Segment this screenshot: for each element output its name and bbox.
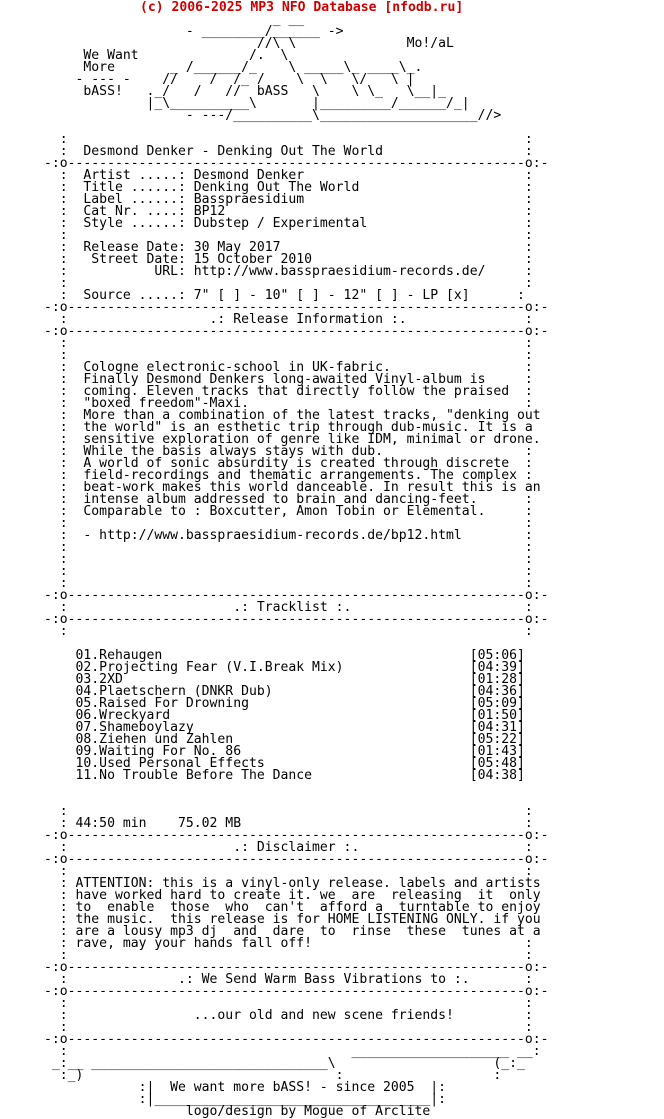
divider-line: -:o----------------------------------------------------------o:-	[44, 156, 549, 171]
disclaimer-line: : rave, may your hands fall off! :	[44, 936, 533, 951]
description-line: : sensitive exploration of genre like IDM, minimal or drone.	[44, 432, 541, 447]
track-row: 08.Ziehen und Zahlen [05:22]	[44, 732, 525, 747]
nfo-line: : :	[44, 996, 533, 1011]
track-row: 11.No Trouble Before The Dance [04:38]	[44, 768, 525, 783]
divider-line: -:o----------------------------------------------------------o:-	[44, 612, 549, 627]
description-line: : While the basis always stays with dub. :	[44, 444, 533, 459]
nfo-line: : :	[44, 276, 533, 291]
nfo-line	[44, 782, 549, 794]
description-line: : the world" is an esthetic trip through dub-music. It is a	[44, 420, 533, 435]
divider-line: -:o----------------------------------------------------------o:-	[44, 324, 549, 339]
description-line: : Finally Desmond Denkers long-awaited Vinyl-album is :	[44, 372, 533, 387]
disclaimer-line: : are a lousy mp3 dj and dare to rinse these tunes at a	[44, 924, 541, 939]
ascii-logo-line: - ---/__________\____________________//>	[44, 108, 502, 123]
description-line: : intense album addressed to brain and dancing-feet. :	[44, 492, 533, 507]
tagline: :| We want more bASS! - since 2005 |:	[44, 1080, 447, 1095]
description-line: : beat-work makes this world danceable. In result this is an	[44, 480, 541, 495]
footer-art-line: : ____________________ __:	[44, 1044, 541, 1059]
title-line: : Title ......: Denking Out The World :	[44, 180, 533, 195]
release-url-line: : - http://www.basspraesidium-records.de/bp12.html :	[44, 528, 533, 543]
track-row: 04.Plaetschern (DNKR Dub) [04:36]	[44, 684, 525, 699]
artist-line: : Artist .....: Desmond Denker :	[44, 168, 533, 183]
nfo-line: : :	[44, 540, 533, 555]
ascii-logo-line: //\ \ Mo!/aL	[44, 36, 454, 51]
section-heading-release-info: : .: Release Information :. :	[44, 312, 533, 327]
nfo-line: : :	[44, 624, 533, 639]
track-row: 05.Raised For Drowning [05:09]	[44, 696, 525, 711]
divider-line: -:o----------------------------------------------------------o:-	[44, 852, 549, 867]
track-row: 02.Projecting Fear (V.I.Break Mix) [04:39]	[44, 660, 525, 675]
ascii-logo-line: bASS! ._/ / // bASS \ \ \_ \__|_	[44, 84, 447, 99]
disclaimer-line: : to enable those who can't afford a turntable to enjoy	[44, 900, 541, 915]
divider-line: -:o----------------------------------------------------------o:-	[44, 588, 549, 603]
cat-nr-line: : Cat Nr. ....: BP12 :	[44, 204, 533, 219]
nfo-line: : :	[44, 516, 533, 531]
description-line: : A world of sonic absurdity is created through discrete :	[44, 456, 533, 471]
section-heading-tracklist: : .: Tracklist :. :	[44, 600, 533, 615]
ascii-logo-line: - --- - // / /_ / \ \ \/ \ |	[44, 72, 415, 87]
track-row: 09.Waiting For No. 86 [01:43]	[44, 744, 525, 759]
footer-art-line: :_) : :	[44, 1068, 502, 1083]
track-row: 01.Rehaugen [05:06]	[44, 648, 525, 663]
nfo-line: : :	[44, 804, 533, 819]
description-line: : "boxed freedom"-Maxi. :	[44, 396, 533, 411]
label-line: : Label ......: Basspraesidium :	[44, 192, 533, 207]
total-time-size-line: : 44:50 min 75.02 MB :	[44, 816, 533, 831]
description-line: : coming. Eleven tracks that directly follow the praised :	[44, 384, 533, 399]
street-date-line: : Street Date: 15 October 2010 :	[44, 252, 533, 267]
ascii-logo-line: |_\__________\ |_________/______/_|	[44, 96, 470, 111]
track-row: 03.2XD [01:28]	[44, 672, 525, 687]
disclaimer-line: : ATTENTION: this is a vinyl-only release. labels and artists	[44, 876, 541, 891]
description-line: : Comparable to : Boxcutter, Amon Tobin or Elemental. :	[44, 504, 533, 519]
style-line: : Style ......: Dubstep / Experimental :	[44, 216, 533, 231]
divider-line: -:o----------------------------------------------------------o:-	[44, 828, 549, 843]
nfo-line: : :	[44, 228, 533, 243]
url-line: : URL: http://www.basspraesidium-records.de/ :	[44, 264, 533, 279]
ascii-logo-line: - ________/______ ->	[44, 24, 344, 39]
track-row: 07.Shameboylazy [04:31]	[44, 720, 525, 735]
description-line: : More than a combination of the latest tracks, "denking out	[44, 408, 541, 423]
site-header-link[interactable]: (c) 2006-2025 MP3 NFO Database [nfodb.ru]	[140, 0, 464, 15]
divider-line: -:o----------------------------------------------------------o:-	[44, 960, 549, 975]
footer-art-line: :|___________________________________|:	[44, 1092, 447, 1107]
section-heading-disclaimer: : .: Disclaimer :. :	[44, 840, 533, 855]
release-date-line: : Release Date: 30 May 2017 :	[44, 240, 533, 255]
footer-art-line: _:__ ______________________________\ (_:_	[44, 1056, 525, 1071]
source-line: : Source .....: 7" [ ] - 10" [ ] - 12" [ ] - LP [x] :	[44, 288, 525, 303]
divider-line: -:o----------------------------------------------------------o:-	[44, 300, 549, 315]
nfo-line: : :	[44, 564, 533, 579]
nfo-line: : :	[44, 576, 533, 591]
disclaimer-line: : the music. this release is for HOME LISTENING ONLY. if you	[44, 912, 541, 927]
track-row: 06.Wreckyard [01:50]	[44, 708, 525, 723]
divider-line: -:o----------------------------------------------------------o:-	[44, 1032, 549, 1047]
nfo-document	[44, 2, 549, 1118]
section-heading-greetings: : .: We Send Warm Bass Vibrations to :. :	[44, 972, 533, 987]
ascii-logo-line: More _ /______/_ \ _____\_ ____\_.	[44, 60, 423, 75]
ascii-logo-line: _ __	[44, 12, 305, 27]
greetings-line: : ...our old and new scene friends! :	[44, 1008, 533, 1023]
release-title-line: : Desmond Denker - Denking Out The World :	[44, 144, 533, 159]
nfo-line: : :	[44, 336, 533, 351]
nfo-line: : :	[44, 948, 533, 963]
nfo-line: : :	[44, 348, 533, 363]
ascii-logo-line: We Want /. \	[44, 48, 289, 63]
nfo-line: : :	[44, 864, 533, 879]
divider-line: -:o----------------------------------------------------------o:-	[44, 984, 549, 999]
credits-line: logo/design by Mogue of Arclite	[44, 1104, 431, 1119]
nfo-line: : :	[44, 132, 533, 147]
nfo-line: : :	[44, 1020, 533, 1035]
track-row: 10.Used Personal Effects [05:48]	[44, 756, 525, 771]
nfo-line: : :	[44, 552, 533, 567]
disclaimer-line: : have worked hard to create it. we are releasing it only	[44, 888, 541, 903]
description-line: : field-recordings and thematic arrangements. The complex :	[44, 468, 533, 483]
description-line: : Cologne electronic-school in UK-fabric. :	[44, 360, 533, 375]
